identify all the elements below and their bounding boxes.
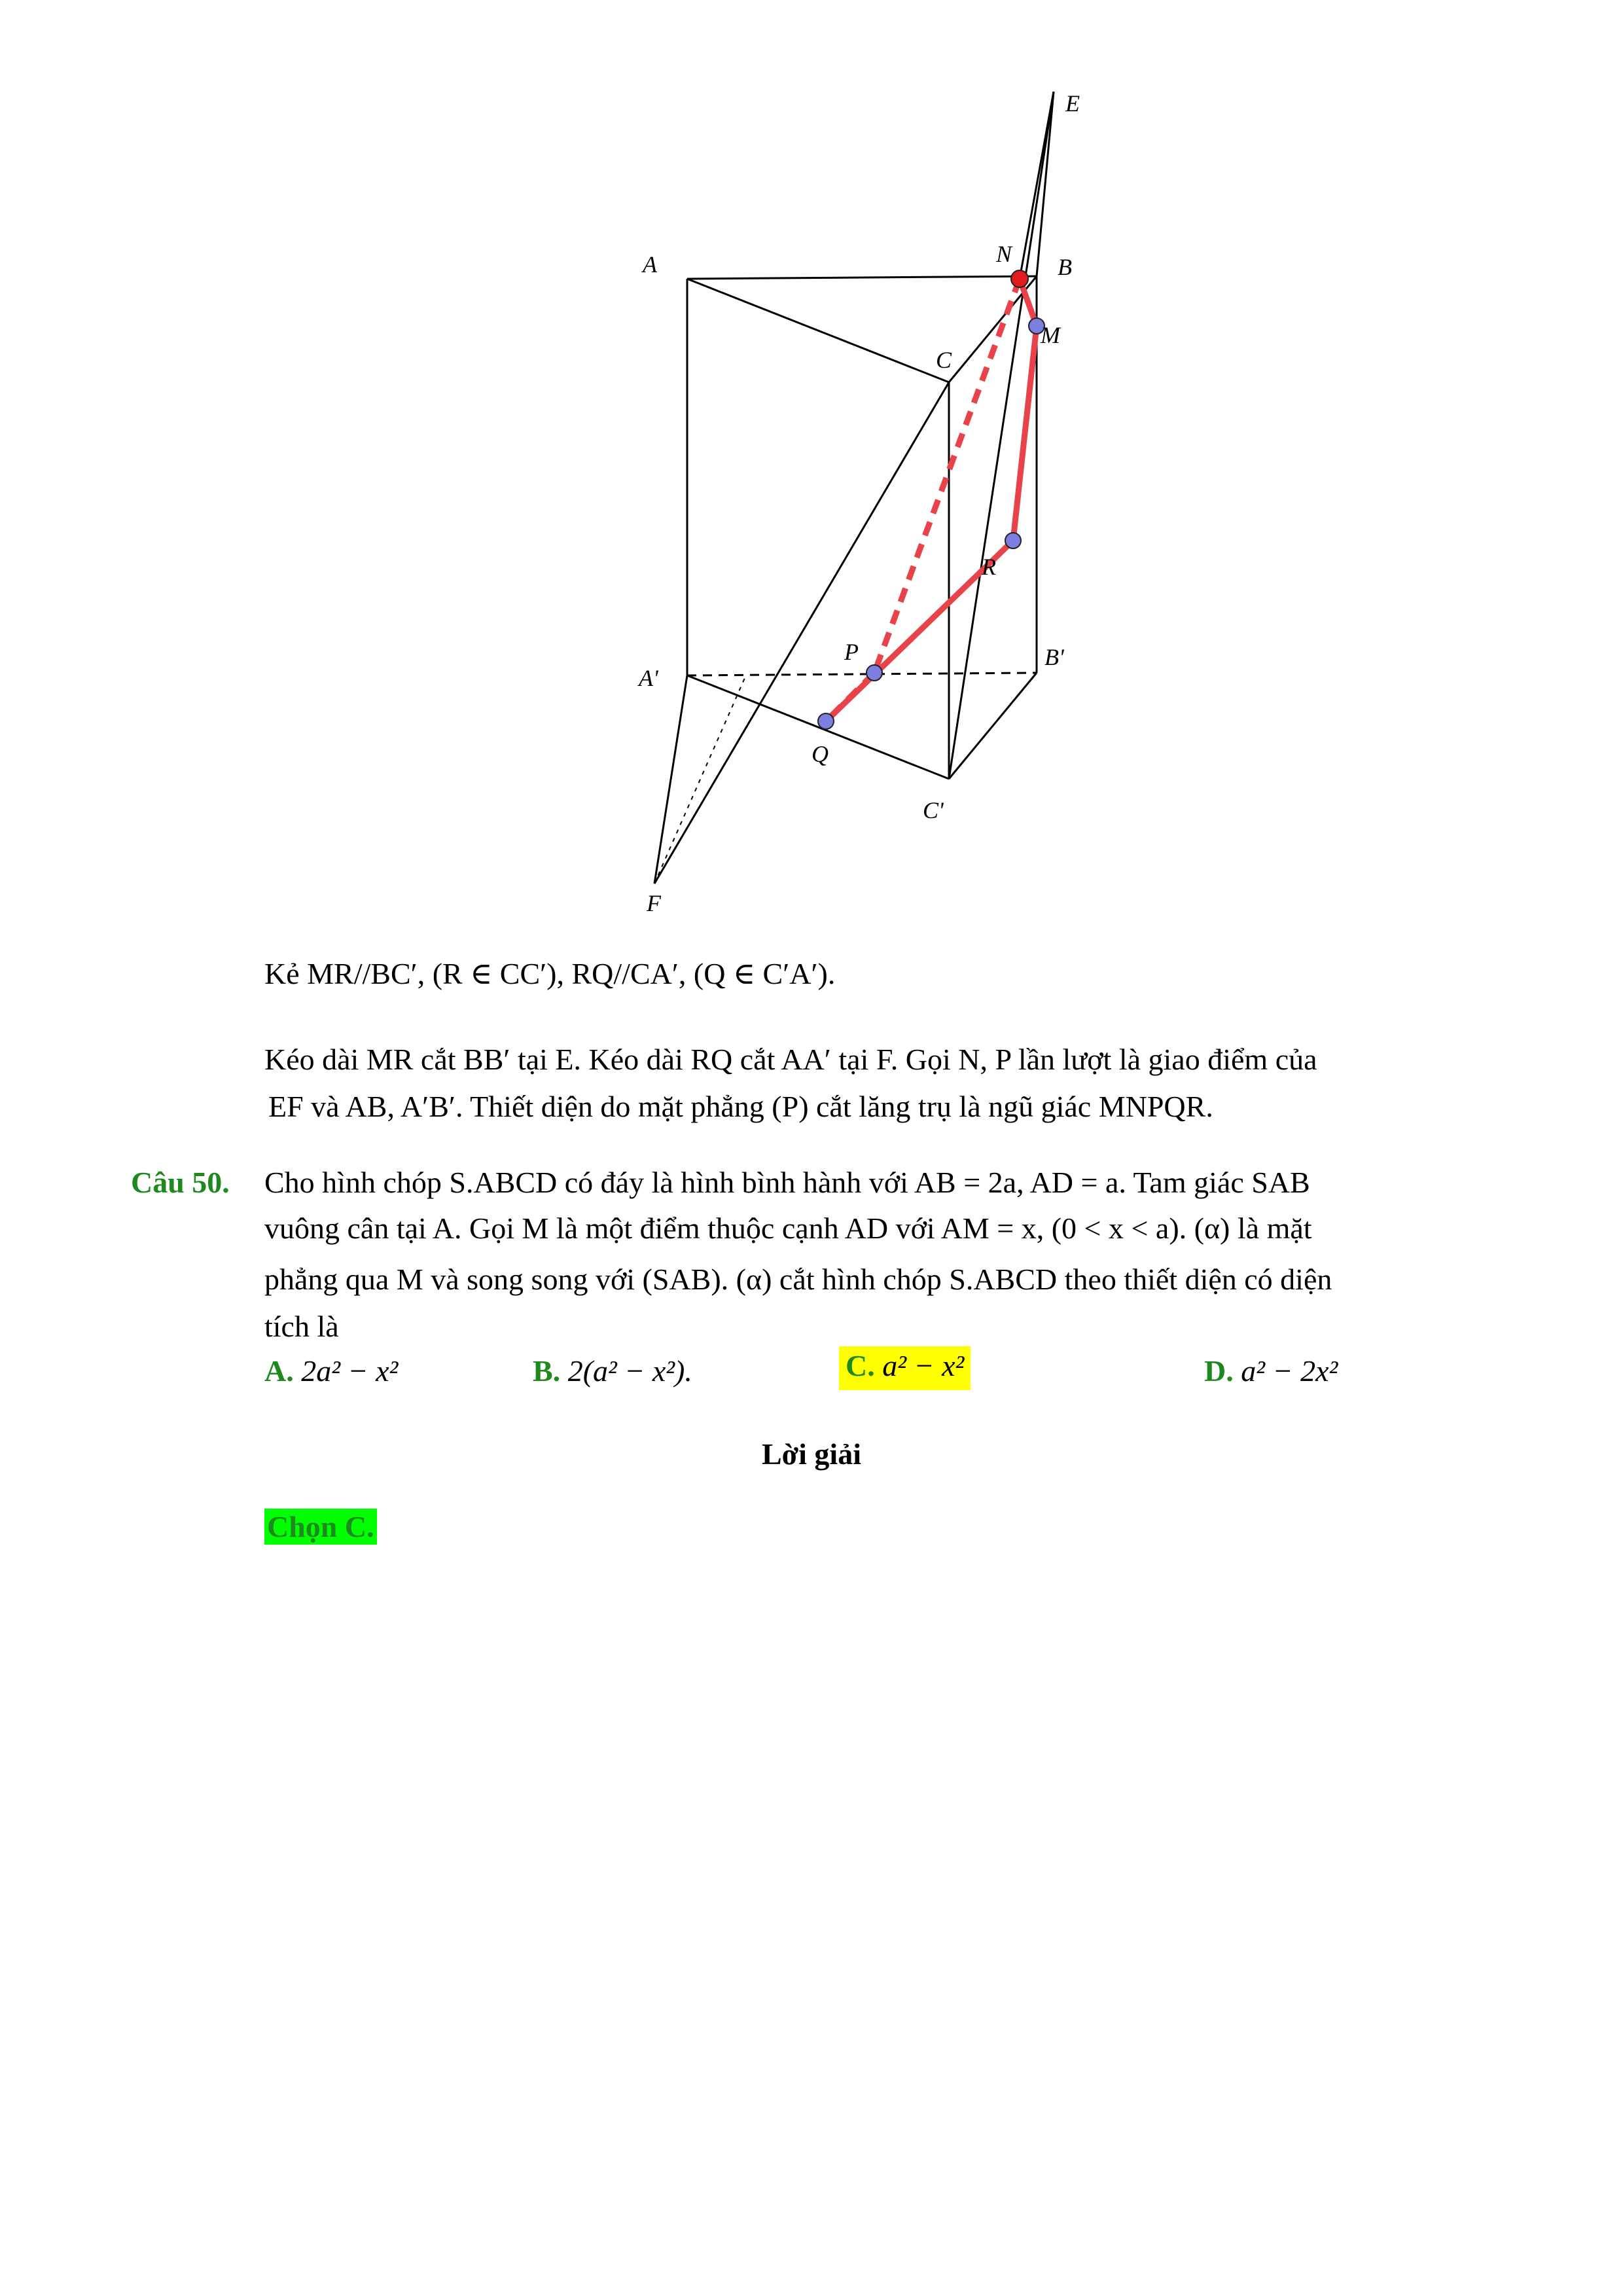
option-b-text: 2(a² − x²). bbox=[567, 1354, 692, 1388]
section-PQ bbox=[826, 673, 874, 721]
text-line-3: EF và AB, A′B′. Thiết diện do mặt phẳng (P) cắt lăng trụ là ngũ giác MNPQR. bbox=[268, 1090, 1213, 1123]
label-C-prime: C' bbox=[923, 797, 944, 823]
prism-figure bbox=[589, 65, 1165, 929]
label-R: R bbox=[982, 554, 996, 580]
option-a-text: 2a² − x² bbox=[301, 1354, 399, 1388]
option-a-letter: A. bbox=[264, 1354, 294, 1388]
label-M: M bbox=[1041, 322, 1060, 348]
option-d bbox=[1204, 1354, 1338, 1388]
option-d-letter: D. bbox=[1204, 1354, 1234, 1388]
label-Q: Q bbox=[812, 741, 829, 767]
question-line-4: tích là bbox=[264, 1310, 339, 1343]
text-line-1: Kẻ MR//BC′, (R ∈ CC′), RQ//CA′, (Q ∈ C′A′). bbox=[264, 957, 836, 990]
option-d-text: a² − 2x² bbox=[1241, 1354, 1338, 1388]
option-c-highlight bbox=[839, 1346, 971, 1390]
point-N bbox=[1011, 270, 1028, 287]
label-B-prime: B' bbox=[1044, 644, 1064, 670]
edge-AC bbox=[687, 279, 949, 382]
edge-FC bbox=[654, 382, 949, 884]
option-a bbox=[264, 1354, 398, 1388]
solution-title: Lời giải bbox=[762, 1437, 861, 1471]
option-c-letter: C. bbox=[846, 1349, 875, 1382]
option-c bbox=[839, 1348, 971, 1383]
solution-answer bbox=[264, 1509, 377, 1544]
edge-A'B'-hidden bbox=[687, 673, 1037, 675]
label-C: C bbox=[936, 347, 952, 373]
option-b bbox=[533, 1354, 692, 1388]
label-E: E bbox=[1065, 90, 1080, 117]
edge-FP-hidden bbox=[654, 678, 745, 884]
label-B: B bbox=[1058, 254, 1072, 280]
option-c-text: a² − x² bbox=[882, 1349, 965, 1382]
label-F: F bbox=[647, 890, 661, 916]
question-label: Câu 50. bbox=[131, 1166, 230, 1199]
edge-EN bbox=[1020, 92, 1054, 279]
point-R bbox=[1005, 533, 1021, 548]
point-P bbox=[866, 665, 882, 681]
label-N: N bbox=[996, 241, 1012, 267]
question-line-1: Cho hình chóp S.ABCD có đáy là hình bình hành với AB = 2a, AD = a. Tam giác SAB bbox=[264, 1166, 1310, 1199]
option-b-letter: B. bbox=[533, 1354, 561, 1388]
edge-A'F bbox=[654, 675, 687, 884]
label-A: A bbox=[643, 251, 657, 278]
edge-AB bbox=[687, 276, 1037, 279]
text-line-2: Kéo dài MR cắt BB′ tại E. Kéo dài RQ cắt AA′ tại F. Gọi N, P lần lượt là giao điểm của bbox=[264, 1043, 1317, 1076]
question-line-3: phẳng qua M và song song với (SAB). (α) cắt hình chóp S.ABCD theo thiết diện có diện bbox=[264, 1263, 1332, 1296]
section-NP bbox=[874, 279, 1020, 673]
label-A-prime: A' bbox=[639, 665, 658, 691]
section-MR bbox=[1013, 326, 1037, 541]
answer-highlight: Chọn C. bbox=[264, 1509, 377, 1545]
label-P: P bbox=[844, 639, 859, 665]
question-line-2: vuông cân tại A. Gọi M là một điểm thuộc cạnh AD với AM = x, (0 < x < a). (α) là mặt bbox=[264, 1211, 1312, 1245]
point-Q bbox=[818, 713, 834, 729]
prism-edges bbox=[654, 92, 1054, 884]
